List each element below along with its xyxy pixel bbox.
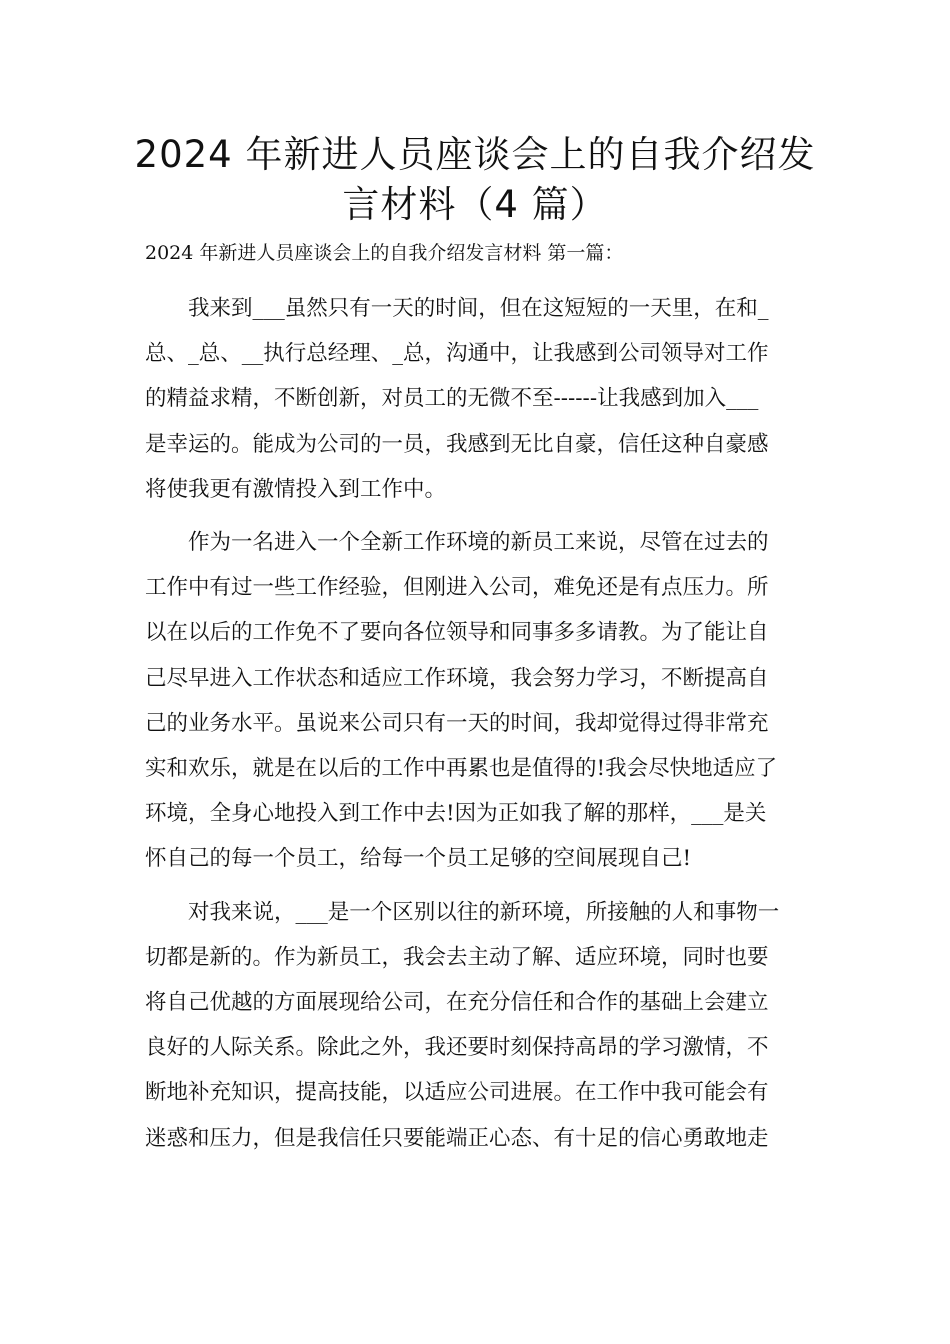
text-line: 切都是新的。作为新员工，我会去主动了解、适应环境，同时也要: [145, 944, 769, 970]
text-line: 我来到___虽然只有一天的时间，但在这短短的一天里，在和_: [145, 296, 769, 321]
paragraph-2: [145, 520, 815, 882]
text-line: 己尽早进入工作状态和适应工作环境，我会努力学习，不断提高自: [145, 665, 769, 691]
section-heading: 2024 年新进人员座谈会上的自我介绍发言材料 第一篇：: [145, 242, 624, 264]
text-line: 工作中有过一些工作经验，但刚进入公司，难免还是有点压力。所: [145, 575, 769, 601]
text-line: 怀自己的每一个员工，给每一个员工足够的空间展现自己!: [145, 846, 692, 872]
text-line: 己的业务水平。虽说来公司只有一天的时间，我却觉得过得非常充: [145, 710, 769, 736]
document-body: [145, 286, 815, 1161]
paragraph-3: [145, 890, 815, 1161]
text-line: 将自己优越的方面展现给公司，在充分信任和合作的基础上会建立: [145, 990, 769, 1016]
text-line: 环境，全身心地投入到工作中去!因为正如我了解的那样，___是关: [145, 801, 767, 827]
text-line: 以在以后的工作免不了要向各位领导和同事多多请教。为了能让自: [145, 620, 769, 646]
text-line: 是幸运的。能成为公司的一员，我感到无比自豪，信任这种自豪感: [145, 431, 769, 457]
text-line: 实和欢乐，就是在以后的工作中再累也是值得的!我会尽快地适应了: [145, 756, 778, 782]
text-line: 迷惑和压力，但是我信任只要能端正心态、有十足的信心勇敢地走: [145, 1125, 769, 1151]
title-line: 言材料（4 篇）: [342, 183, 608, 226]
document-title: [120, 130, 830, 230]
text-line: 对我来说，___是一个区别以往的新环境，所接触的人和事物一: [145, 899, 780, 925]
text-line: 断地补充知识，提高技能，以适应公司进展。在工作中我可能会有: [145, 1080, 769, 1106]
text-line: 的精益求精，不断创新，对员工的无微不至------让我感到加入___: [145, 386, 759, 412]
title-line: 2024 年新进人员座谈会上的自我介绍发: [134, 133, 816, 176]
text-line: 总、_总、__执行总经理、_总，沟通中，让我感到公司领导对工作: [145, 341, 769, 367]
text-line: 作为一名进入一个全新工作环境的新员工来说，尽管在过去的: [145, 530, 769, 556]
text-line: 良好的人际关系。除此之外，我还要时刻保持高昂的学习激情，不: [145, 1035, 769, 1061]
text-line: 将使我更有激情投入到工作中。: [145, 476, 447, 502]
paragraph-1: [145, 286, 815, 512]
